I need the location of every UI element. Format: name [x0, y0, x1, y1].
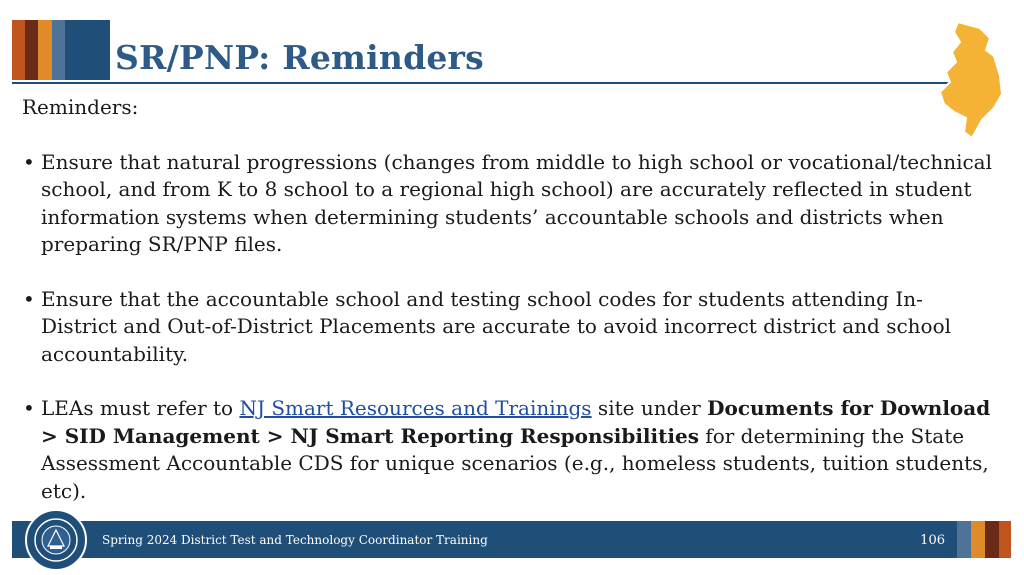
page-number: 106 — [920, 533, 945, 548]
reminders-heading: Reminders: — [22, 95, 139, 119]
nj-smart-resources-link[interactable]: NJ Smart Resources and Trainings — [239, 396, 592, 420]
reminder-school-codes — [22, 286, 997, 369]
bullet-text-middle: site under — [591, 396, 708, 420]
footer-text: Spring 2024 District Test and Technology Coordinator Training — [102, 533, 488, 547]
bullet-text: Ensure that natural progressions (changes from middle to high school or vocational/technical school, and from K to 8 school to a regional high school) are accurately reflected in student information systems when determining students’ accountable schools and districts when preparing SR/PNP files. — [41, 149, 993, 256]
download-path: Documents for Download > SID Management > NJ Smart Reporting Responsibilities — [41, 396, 991, 448]
bullet-text-prefix: LEAs must refer to — [41, 396, 240, 420]
slide-body — [22, 94, 997, 532]
slide-title: SR/PNP: Reminders — [115, 38, 484, 77]
bullet-text: Ensure that the accountable school and testing school codes for students attending In-District and Out-of-District Placements are accurate to avoid incorrect district and school accountability. — [41, 286, 952, 366]
bullet-text-suffix: for determining the State Assessment Accountable CDS for unique scenarios (e.g., homeless students, tuition students, etc). — [41, 423, 989, 503]
footer-accent-bars — [957, 521, 1011, 558]
reminder-list — [22, 149, 997, 506]
reminder-natural-progressions — [22, 149, 997, 259]
reminder-lea-refer — [22, 395, 997, 505]
footer-band — [12, 521, 957, 558]
nj-department-of-education-seal — [20, 508, 92, 572]
title-accent-bars — [12, 20, 110, 80]
title-divider — [12, 82, 967, 84]
